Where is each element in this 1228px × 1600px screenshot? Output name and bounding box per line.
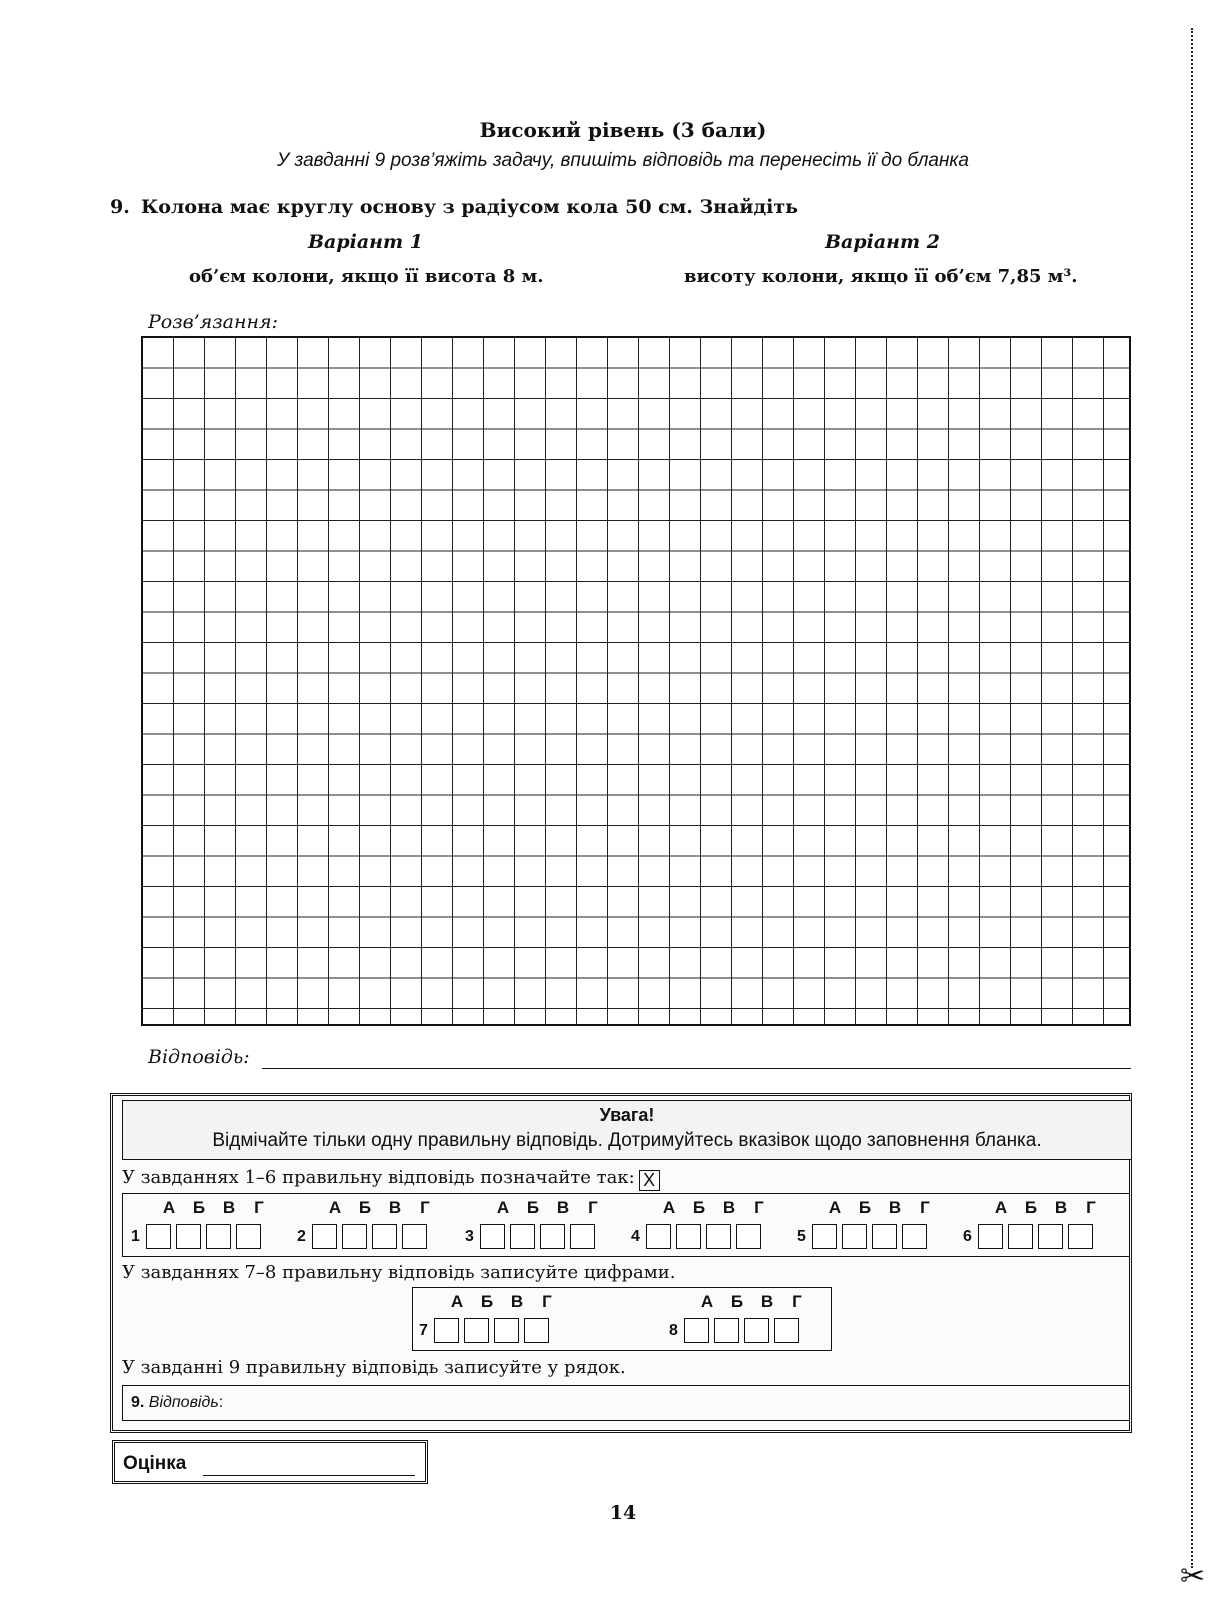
- level-subtitle: У завданні 9 розв’яжіть задачу, впишіть відповідь та перенесіть її до бланка: [277, 150, 969, 171]
- answer9-label-text: Відповідь: [148, 1394, 219, 1411]
- instruction-1-6-text: У завданнях 1–6 правильну відповідь позначайте так:: [122, 1167, 635, 1188]
- letters-header: А Б В Г: [662, 1198, 764, 1217]
- answer-group-7: [419, 1292, 569, 1348]
- answer-checkbox-4c[interactable]: [706, 1224, 731, 1249]
- answer-checkbox-6d[interactable]: [1068, 1224, 1093, 1249]
- item-number: 4: [631, 1228, 640, 1245]
- answer-checkbox-1d[interactable]: [236, 1224, 261, 1249]
- answer-checkbox-5c[interactable]: [872, 1224, 897, 1249]
- answer-checkbox-2b[interactable]: [342, 1224, 367, 1249]
- solution-grid[interactable]: [141, 336, 1131, 1026]
- grade-line[interactable]: [203, 1475, 415, 1476]
- answer-checkbox-2c[interactable]: [372, 1224, 397, 1249]
- answer-checkbox-4b[interactable]: [676, 1224, 701, 1249]
- item-number: 3: [465, 1228, 474, 1245]
- answer-checkbox-4d[interactable]: [736, 1224, 761, 1249]
- answer-checkbox-3d[interactable]: [570, 1224, 595, 1249]
- attention-title: Увага!: [599, 1105, 655, 1125]
- answer-cell-7b[interactable]: [464, 1318, 489, 1343]
- mark-example-box: X: [639, 1170, 660, 1191]
- answer-group-8: [669, 1292, 819, 1348]
- variant1-text: об’єм колони, якщо її висота 8 м.: [189, 266, 544, 287]
- grade-box: [112, 1440, 428, 1484]
- attention-box: [122, 1100, 1132, 1160]
- task-text: Колона має круглу основу з радіусом кола 50 см. Знайдіть: [141, 196, 799, 218]
- variant2-text: висоту колони, якщо її об’єм 7,85 м³.: [684, 266, 1078, 287]
- answer9-colon: :: [218, 1394, 224, 1411]
- instruction-1-6: [122, 1167, 660, 1191]
- answer-cell-8a[interactable]: [684, 1318, 709, 1343]
- answer-cell-8d[interactable]: [774, 1318, 799, 1343]
- instruction-9: У завданні 9 правильну відповідь записуйте у рядок.: [122, 1357, 626, 1378]
- solution-label: Розв’язання:: [148, 311, 278, 333]
- answer-cell-8c[interactable]: [744, 1318, 769, 1343]
- item-number: 6: [963, 1228, 972, 1245]
- answer-label: Відповідь:: [148, 1046, 250, 1068]
- answer-group-2: [297, 1198, 447, 1254]
- grade-label: Оцінка: [123, 1453, 187, 1474]
- answer-checkbox-1a[interactable]: [146, 1224, 171, 1249]
- item-number: 5: [797, 1228, 806, 1245]
- answer-checkbox-5b[interactable]: [842, 1224, 867, 1249]
- scissors-icon: ✂: [1180, 1559, 1206, 1594]
- answer-checkbox-6a[interactable]: [978, 1224, 1003, 1249]
- answer-checkbox-6c[interactable]: [1038, 1224, 1063, 1249]
- item-number: 2: [297, 1228, 306, 1245]
- answers-7-8-row: [412, 1287, 832, 1351]
- answer-cell-8b[interactable]: [714, 1318, 739, 1343]
- answer-checkbox-5a[interactable]: [812, 1224, 837, 1249]
- letters-header: А Б В Г: [700, 1292, 802, 1311]
- answers-1-6-row: [122, 1193, 1130, 1257]
- letters-header: А Б В Г: [496, 1198, 598, 1217]
- item-number: 7: [419, 1322, 428, 1339]
- answer9-field[interactable]: [122, 1385, 1130, 1421]
- attention-text: Відмічайте тільки одну правильну відповідь. Дотримуйтесь вказівок щодо заповнення бланка.: [212, 1130, 1042, 1151]
- cut-line: [1191, 28, 1193, 1568]
- task-number: 9.: [110, 196, 130, 218]
- answer9-label: [131, 1394, 223, 1412]
- letters-header: А Б В Г: [328, 1198, 430, 1217]
- answer-cell-7d[interactable]: [524, 1318, 549, 1343]
- letters-header: А Б В Г: [450, 1292, 552, 1311]
- answer-checkbox-5d[interactable]: [902, 1224, 927, 1249]
- answer-cell-7a[interactable]: [434, 1318, 459, 1343]
- answer-line[interactable]: [262, 1068, 1131, 1069]
- item-number: 1: [131, 1228, 140, 1245]
- variant1-title: Варіант 1: [308, 231, 423, 253]
- item-number: 8: [669, 1322, 678, 1339]
- answer-group-3: [465, 1198, 615, 1254]
- letters-header: А Б В Г: [994, 1198, 1096, 1217]
- answer-group-6: [963, 1198, 1113, 1254]
- answer-checkbox-3a[interactable]: [480, 1224, 505, 1249]
- answer-checkbox-6b[interactable]: [1008, 1224, 1033, 1249]
- letters-header: А Б В Г: [162, 1198, 264, 1217]
- instruction-7-8: У завданнях 7–8 правильну відповідь записуйте цифрами.: [122, 1262, 676, 1283]
- answer-checkbox-2a[interactable]: [312, 1224, 337, 1249]
- answer-checkbox-4a[interactable]: [646, 1224, 671, 1249]
- answer-checkbox-2d[interactable]: [402, 1224, 427, 1249]
- answer-group-4: [631, 1198, 781, 1254]
- answer-checkbox-1b[interactable]: [176, 1224, 201, 1249]
- answer-group-5: [797, 1198, 947, 1254]
- answer-checkbox-3b[interactable]: [510, 1224, 535, 1249]
- level-title: Високий рівень (3 бали): [479, 118, 767, 142]
- answer-checkbox-1c[interactable]: [206, 1224, 231, 1249]
- answer-cell-7c[interactable]: [494, 1318, 519, 1343]
- answer-group-1: [131, 1198, 281, 1254]
- letters-header: А Б В Г: [828, 1198, 930, 1217]
- answer-checkbox-3c[interactable]: [540, 1224, 565, 1249]
- answer9-number: 9.: [131, 1394, 145, 1411]
- variant2-title: Варіант 2: [825, 231, 940, 253]
- page-number: 14: [609, 1502, 637, 1524]
